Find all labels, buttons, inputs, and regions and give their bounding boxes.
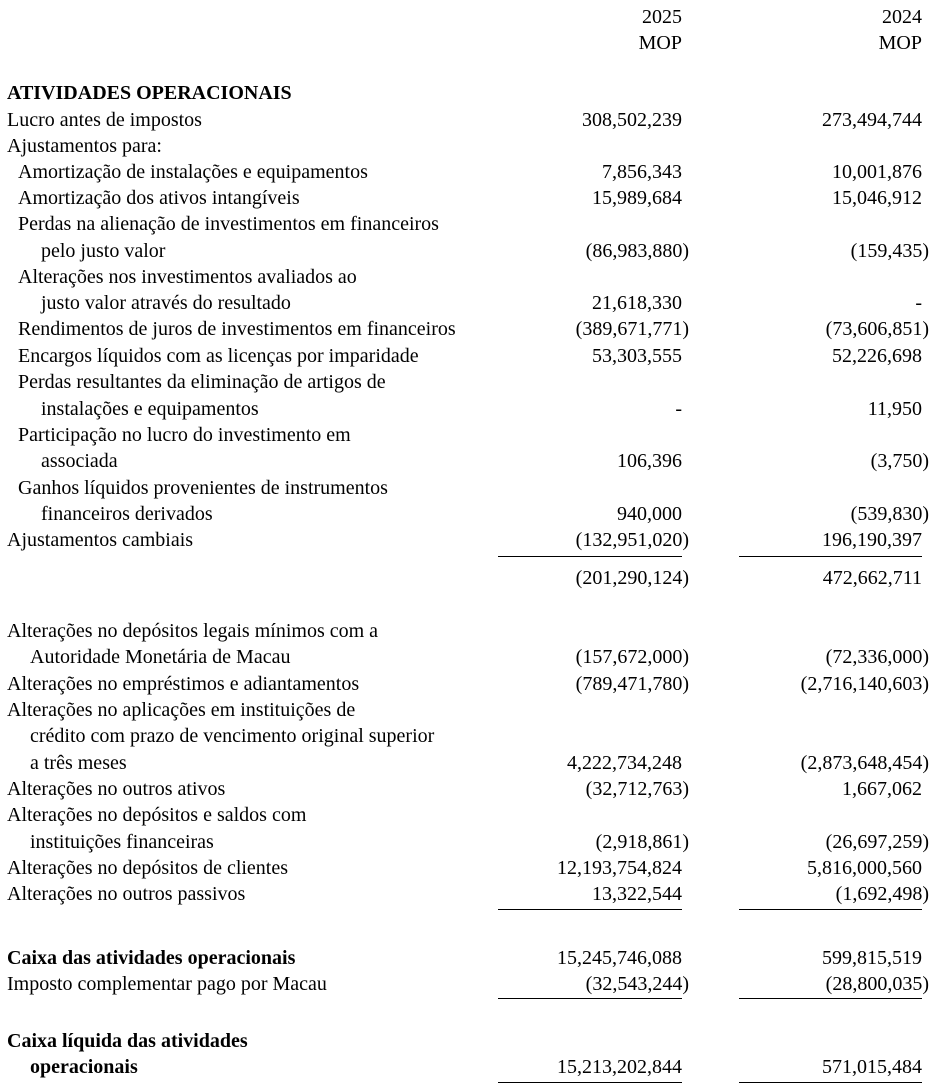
statement-row-line2 <box>0 723 942 749</box>
row-label-continued: financeiros derivados <box>41 503 213 525</box>
value-2024: 52,226,698 <box>832 345 922 367</box>
statement-row <box>0 671 942 697</box>
underline-2025 <box>498 909 682 910</box>
statement-row-line1 <box>0 618 942 644</box>
statement-row <box>0 316 942 342</box>
value-2024: (26,697,259) <box>825 831 929 853</box>
row-label: Alterações no outros passivos <box>7 883 246 905</box>
row-label: Caixa líquida das atividades <box>7 1030 248 1052</box>
underline-2024 <box>739 909 922 910</box>
row-label: Imposto complementar pago por Macau <box>7 973 327 995</box>
subtotal-2024: 472,662,711 <box>822 567 922 589</box>
value-2024: (3,750) <box>870 450 929 472</box>
value-2024: 599,815,519 <box>822 947 922 969</box>
row-label: Participação no lucro do investimento em <box>18 424 351 446</box>
row-label: Ajustamentos para: <box>7 135 162 157</box>
row-label-continued: instituições financeiras <box>30 831 214 853</box>
value-2025: 13,322,544 <box>592 883 682 905</box>
row-label: Ajustamentos cambiais <box>7 529 194 551</box>
row-label: Alterações no depósitos de clientes <box>7 857 289 879</box>
value-2025 <box>586 238 689 264</box>
statement-row <box>0 133 942 159</box>
row-label-continued: crédito com prazo de vencimento original superior <box>30 725 435 747</box>
value-2024: 15,046,912 <box>832 187 922 209</box>
row-label-continued: operacionais <box>30 1056 138 1078</box>
underline-2024 <box>739 556 922 557</box>
value-2024: 196,190,397 <box>822 529 922 551</box>
statement-row-line1 <box>0 211 942 237</box>
row-label-continued: associada <box>41 450 118 472</box>
value-2025: (32,712,763) <box>585 778 689 800</box>
statement-row <box>0 185 942 211</box>
value-2024 <box>851 238 929 264</box>
statement-row <box>0 750 942 776</box>
column-header-2025-currency: MOP <box>638 32 682 54</box>
underline-2025 <box>498 1082 682 1083</box>
value-2025: 106,396 <box>617 450 682 472</box>
row-label: Encargos líquidos com as licenças por imparidade <box>18 345 419 367</box>
value-2025: 53,303,555 <box>592 345 682 367</box>
value-2025: (389,671,771) <box>575 318 689 340</box>
underline-2025 <box>498 556 682 557</box>
row-label: Alterações no aplicações em instituições de <box>7 699 356 721</box>
row-label-continued: instalações e equipamentos <box>41 398 259 420</box>
row-label-continued: justo valor através do resultado <box>41 292 291 314</box>
value-2024: (1,692,498) <box>835 883 929 905</box>
value-2025: 15,989,684 <box>592 187 682 209</box>
value-2025: 12,193,754,824 <box>557 857 682 879</box>
section-title: ATIVIDADES OPERACIONAIS <box>7 82 292 104</box>
statement-row <box>0 881 942 907</box>
column-header-2024-year: 2024 <box>882 6 922 28</box>
value-2025: (789,471,780) <box>575 673 689 695</box>
value-2024: 273,494,744 <box>822 109 922 131</box>
row-label: Lucro antes de impostos <box>7 109 202 131</box>
row-label: Perdas resultantes da eliminação de artigos de <box>18 371 386 393</box>
value-2025: 4,222,734,248 <box>567 752 682 774</box>
statement-row <box>0 855 942 881</box>
row-label: Alterações no empréstimos e adiantamentos <box>7 673 360 695</box>
value-2024: 1,667,062 <box>842 778 922 800</box>
underline-2024 <box>739 998 922 999</box>
value-text: (159,435) <box>850 240 929 262</box>
row-label: Alterações no outros ativos <box>7 778 226 800</box>
grand-total-row <box>0 1054 942 1080</box>
row-label: Ganhos líquidos provenientes de instrumentos <box>18 477 388 499</box>
statement-row <box>0 971 942 997</box>
statement-row <box>0 644 942 670</box>
statement-row <box>0 448 942 474</box>
column-header-2024-currency: MOP <box>878 32 922 54</box>
total-row-line1 <box>0 1028 942 1054</box>
statement-row-line1 <box>0 697 942 723</box>
statement-row <box>0 501 942 527</box>
value-2025: 21,618,330 <box>592 292 682 314</box>
value-2024: - <box>915 292 922 314</box>
statement-row <box>0 238 942 264</box>
value-2024: 11,950 <box>867 398 922 420</box>
value-2025: (32,543,244) <box>585 973 689 995</box>
row-label: Amortização de instalações e equipamentos <box>18 161 368 183</box>
row-label: Caixa das atividades operacionais <box>7 947 296 969</box>
statement-row-line1 <box>0 422 942 448</box>
value-2024: 571,015,484 <box>822 1056 922 1078</box>
value-2025: (132,951,020) <box>575 529 689 551</box>
total-row <box>0 945 942 971</box>
value-2024: 10,001,876 <box>832 161 922 183</box>
row-label: Alterações no depósitos e saldos com <box>7 804 307 826</box>
statement-row-line1 <box>0 475 942 501</box>
statement-row <box>0 396 942 422</box>
row-label-continued: Autoridade Monetária de Macau <box>30 646 291 668</box>
value-2025: 940,000 <box>617 503 682 525</box>
row-label: Alterações nos investimentos avaliados ao <box>18 266 357 288</box>
value-text: (86,983,880) <box>585 240 689 262</box>
statement-row <box>0 290 942 316</box>
row-label-continued: pelo justo valor <box>41 240 166 262</box>
statement-row <box>0 776 942 802</box>
statement-row <box>0 829 942 855</box>
value-2025: 7,856,343 <box>602 161 682 183</box>
statement-row-line1 <box>0 369 942 395</box>
subtotal-row <box>0 565 942 591</box>
value-2024: (72,336,000) <box>825 646 929 668</box>
value-2024: 5,816,000,560 <box>807 857 922 879</box>
value-2024: (28,800,035) <box>825 973 929 995</box>
statement-row <box>0 343 942 369</box>
subtotal-2025: (201,290,124) <box>575 567 689 589</box>
value-2025: 308,502,239 <box>582 109 682 131</box>
underline-2024 <box>739 1082 922 1083</box>
row-label: Alterações no depósitos legais mínimos com a <box>7 620 379 642</box>
value-2025: (2,918,861) <box>595 831 689 853</box>
statement-row <box>0 527 942 553</box>
value-2024: (2,716,140,603) <box>800 673 929 695</box>
underline-2025 <box>498 998 682 999</box>
statement-row <box>0 107 942 133</box>
row-label: Perdas na alienação de investimentos em financeiros <box>18 213 439 235</box>
row-label: Rendimentos de juros de investimentos em financeiros <box>18 318 456 340</box>
row-label-continued: a três meses <box>30 752 127 774</box>
value-2024: (2,873,648,454) <box>800 752 929 774</box>
value-2024: (539,830) <box>850 503 929 525</box>
statement-row <box>0 159 942 185</box>
value-2025: 15,245,746,088 <box>557 947 682 969</box>
statement-row-line1 <box>0 802 942 828</box>
value-2025: 15,213,202,844 <box>557 1056 682 1078</box>
statement-row-line1 <box>0 264 942 290</box>
value-2025: - <box>675 398 682 420</box>
column-header-2025-year: 2025 <box>642 6 682 28</box>
row-label: Amortização dos ativos intangíveis <box>18 187 300 209</box>
section-title-row <box>0 80 942 106</box>
value-2024: (73,606,851) <box>825 318 929 340</box>
value-2025: (157,672,000) <box>575 646 689 668</box>
